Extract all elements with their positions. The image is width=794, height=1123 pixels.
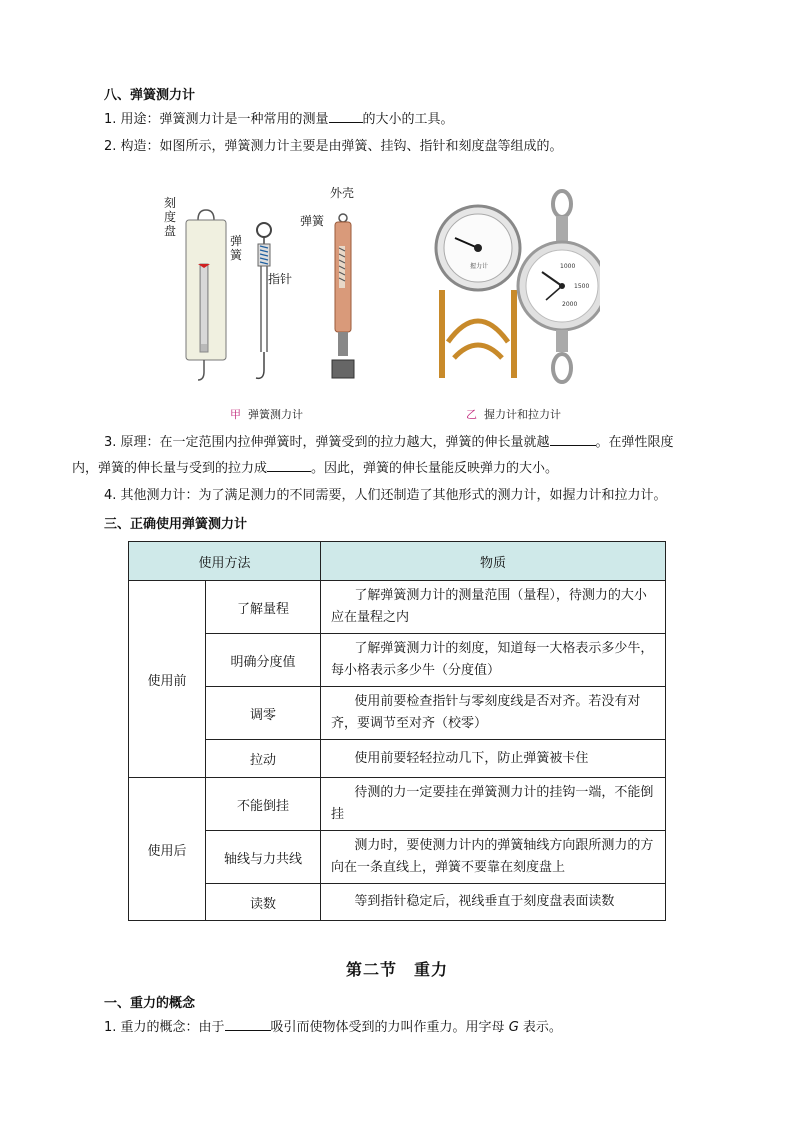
label-scale-dial: 刻度盘 [164, 196, 177, 238]
fill-blank[interactable] [550, 433, 596, 446]
figure-caption-a [230, 406, 303, 422]
table-row [129, 687, 666, 740]
row-desc: 待测的力一定要挂在弹簧测力计的挂钩一端，不能倒挂 [321, 778, 666, 831]
paragraph-principle [104, 432, 724, 454]
usage-text-pre: 1. 用途：弹簧测力计是一种常用的测量 [104, 112, 329, 127]
row-desc: 使用前要轻轻拉动几下，防止弹簧被卡住 [321, 740, 666, 778]
paragraph-structure: 2. 构造：如图所示，弹簧测力计主要是由弹簧、挂钩、指针和刻度盘等组成的。 [104, 139, 563, 154]
fill-blank[interactable] [267, 459, 311, 472]
figure-caption-b [466, 406, 561, 422]
group-before: 使用前 [129, 581, 206, 778]
caption-b-mark: 乙 [466, 408, 477, 421]
caption-a-text: 弹簧测力计 [248, 408, 303, 421]
label-spring-left: 弹簧 [230, 234, 243, 262]
grip-dial-text: 握力计 [470, 263, 489, 270]
gravity-text-end: 表示。 [522, 1020, 562, 1035]
table-row [129, 634, 666, 687]
gravity-letter: G [508, 1020, 519, 1035]
row-desc: 使用前要检查指针与零刻度线是否对齐。若没有对齐，要调节至对齐（校零） [321, 687, 666, 740]
label-pointer: 指针 [268, 272, 293, 286]
label-spring-right: 弹簧 [300, 214, 325, 228]
paragraph-principle-line2 [72, 458, 558, 480]
fill-blank[interactable] [225, 1018, 271, 1031]
row-item: 了解量程 [206, 581, 321, 634]
group-after: 使用后 [129, 778, 206, 921]
row-desc: 测力时，要使测力计内的弹簧轴线方向跟所测力的方向在一条直线上，弹簧不要靠在刻度盘上 [321, 831, 666, 884]
row-item: 调零 [206, 687, 321, 740]
figure-spring-scales [150, 182, 600, 422]
row-item: 轴线与力共线 [206, 831, 321, 884]
table-header-row [129, 542, 666, 581]
table-row [129, 581, 666, 634]
principle-text-line2-post: 。因此，弹簧的伸长量能反映弹力的大小。 [311, 461, 559, 476]
paragraph-usage [104, 109, 454, 131]
gravity-text-post: 吸引而使物体受到的力叫作重力。用字母 [270, 1020, 505, 1035]
pull-dial-tick: 1000 [560, 263, 576, 270]
paragraph-other-meters: 4. 其他测力计：为了满足测力的不同需要，人们还制造了其他形式的测力计，如握力计和拉力计。 [104, 488, 667, 503]
pull-dial-tick: 1500 [574, 283, 590, 290]
header-substance: 物质 [321, 542, 666, 581]
table-row [129, 778, 666, 831]
section-title-gravity: 第二节 重力 [345, 960, 448, 979]
label-shell: 外壳 [330, 186, 355, 200]
usage-text-post: 的大小的工具。 [362, 112, 454, 127]
header-method: 使用方法 [129, 542, 321, 581]
row-desc: 了解弹簧测力计的刻度，知道每一大格表示多少牛，每小格表示多少牛（分度值） [321, 634, 666, 687]
caption-b-text: 握力计和拉力计 [484, 408, 561, 421]
row-desc: 了解弹簧测力计的测量范围（量程），待测力的大小应在量程之内 [321, 581, 666, 634]
principle-text-mid: 。在弹性限度 [595, 435, 674, 450]
fill-blank[interactable] [329, 110, 363, 123]
principle-text-line2-pre: 内，弹簧的伸长量与受到的拉力成 [72, 461, 268, 476]
paragraph-gravity-concept [104, 1017, 562, 1039]
section-heading-spring-scale: 八、弹簧测力计 [104, 88, 196, 103]
row-item: 明确分度值 [206, 634, 321, 687]
pull-dial-tick: 2000 [562, 301, 578, 308]
gravity-text-pre: 1. 重力的概念：由于 [104, 1020, 225, 1035]
table-row [129, 831, 666, 884]
row-item: 不能倒挂 [206, 778, 321, 831]
table-row [129, 740, 666, 778]
principle-text-pre: 3. 原理：在一定范围内拉伸弹簧时，弹簧受到的拉力越大，弹簧的伸长量就越 [104, 435, 550, 450]
section-heading-gravity-concept: 一、重力的概念 [104, 996, 196, 1011]
caption-a-mark: 甲 [230, 408, 241, 421]
row-item: 拉动 [206, 740, 321, 778]
row-desc: 等到指针稳定后，视线垂直于刻度盘表面读数 [321, 884, 666, 921]
section-heading-correct-use: 三、正确使用弹簧测力计 [104, 517, 248, 532]
usage-table [128, 541, 666, 921]
figure-illustration [150, 182, 600, 422]
table-row [129, 884, 666, 921]
row-item: 读数 [206, 884, 321, 921]
